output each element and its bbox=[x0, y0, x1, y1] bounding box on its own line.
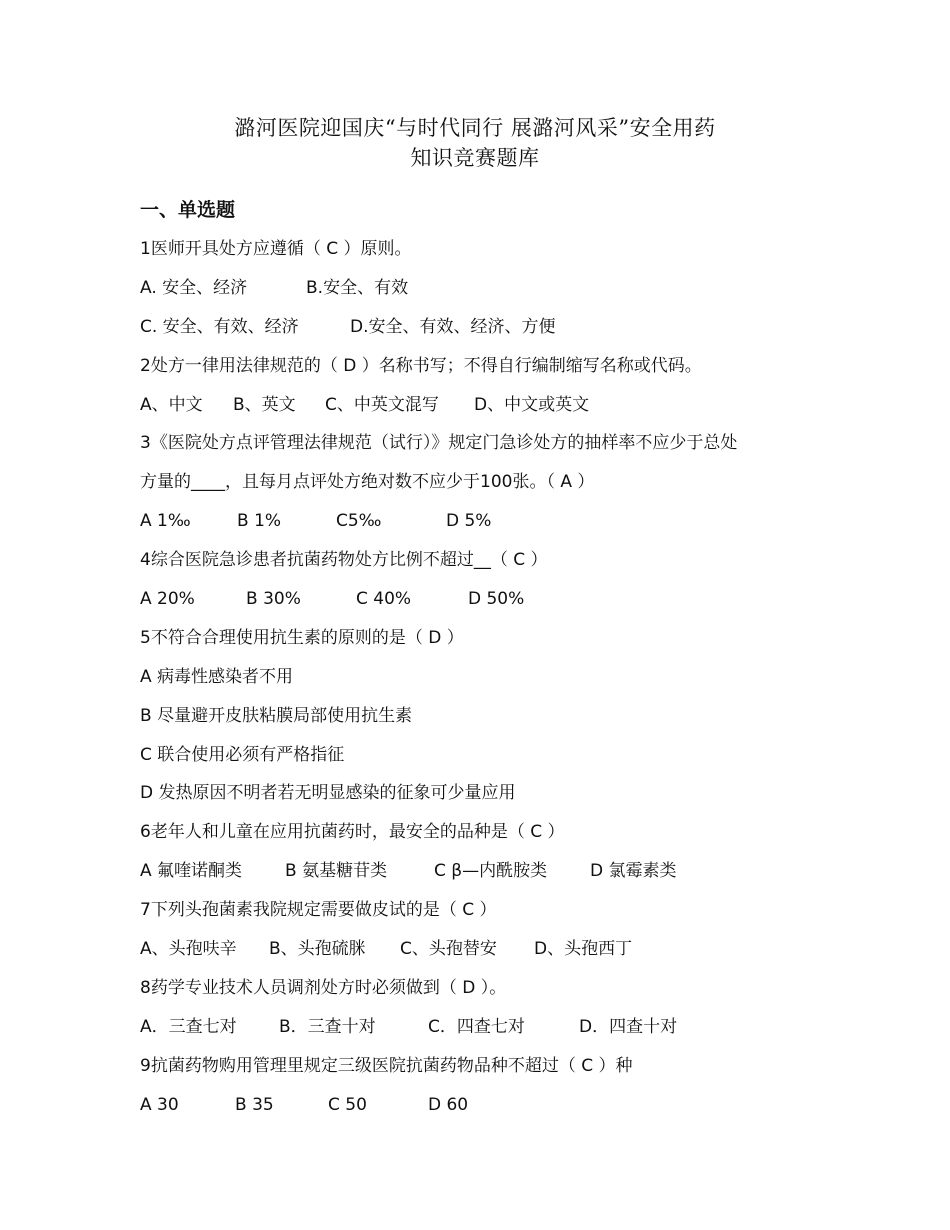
question-1-options-row-2 bbox=[140, 313, 840, 352]
question-6-text: 6老年人和儿童在应用抗菌药时，最安全的品种是（ C ） bbox=[140, 822, 565, 843]
question-7-option-a: A、头孢呋辛 bbox=[140, 939, 237, 960]
question-7-option-b: B、头孢硫脒 bbox=[269, 939, 366, 960]
question-4-option-a: A 20% bbox=[140, 589, 195, 610]
question-3-option-d: D 5% bbox=[446, 511, 492, 532]
question-1-option-b: B.安全、有效 bbox=[306, 277, 409, 298]
question-1-options-row-1 bbox=[140, 274, 840, 313]
question-8-options bbox=[140, 1013, 840, 1052]
question-8-option-b: B．三查十对 bbox=[279, 1016, 376, 1037]
question-7-option-c: C、头孢替安 bbox=[400, 939, 497, 960]
question-2-option-a: A、中文 bbox=[140, 394, 203, 415]
question-3-option-a: A 1‰ bbox=[140, 511, 191, 532]
question-6-option-a: A 氟喹诺酮类 bbox=[140, 861, 243, 882]
question-6-option-c: C β—内酰胺类 bbox=[434, 861, 548, 882]
question-2-text: 2处方一律用法律规范的（ D ）名称书写；不得自行编制缩写名称或代码。 bbox=[140, 355, 702, 376]
question-7-text: 7下列头孢菌素我院规定需要做皮试的是（ C ） bbox=[140, 900, 497, 921]
question-2-options bbox=[140, 391, 840, 430]
question-8-text: 8药学专业技术人员调剂处方时必须做到（ D ）。 bbox=[140, 977, 507, 998]
question-1-option-c: C. 安全、有效、经济 bbox=[140, 316, 299, 337]
question-3-text-line-2: 方量的____，且每月点评处方绝对数不应少于100张。（ A ） bbox=[140, 472, 595, 493]
question-6-option-d: D 氯霉素类 bbox=[590, 861, 677, 882]
question-9-text: 9抗菌药物购用管理里规定三级医院抗菌药物品种不超过（ C ）种 bbox=[140, 1055, 633, 1076]
question-9-option-c: C 50 bbox=[328, 1094, 367, 1115]
question-4-text: 4综合医院急诊患者抗菌药物处方比例不超过__（ C ） bbox=[140, 550, 548, 571]
question-3-text-line-1: 3《医院处方点评管理法律规范（试行）》规定门急诊处方的抽样率不应少于总处 bbox=[140, 433, 738, 454]
question-list bbox=[140, 235, 840, 1129]
question-8-option-d: D．四查十对 bbox=[579, 1016, 678, 1037]
question-9-options bbox=[140, 1091, 840, 1130]
question-9-option-b: B 35 bbox=[235, 1094, 274, 1115]
question-2-option-d: D、中文或英文 bbox=[474, 394, 590, 415]
question-4-option-c: C 40% bbox=[356, 589, 412, 610]
document-title-line-2: 知识竞赛题库 bbox=[410, 146, 540, 170]
question-4-option-b: B 30% bbox=[246, 589, 301, 610]
question-1-option-a: A. 安全、经济 bbox=[140, 277, 248, 298]
question-8-option-c: C．四查七对 bbox=[428, 1016, 525, 1037]
question-9-option-a: A 30 bbox=[140, 1094, 179, 1115]
question-3-options bbox=[140, 507, 840, 546]
question-9-option-d: D 60 bbox=[428, 1094, 469, 1115]
question-1-text: 1医师开具处方应遵循（ C ）原则。 bbox=[140, 239, 412, 259]
question-5-text: 5不符合合理使用抗生素的原则的是（ D ） bbox=[140, 627, 464, 648]
question-3-option-b: B 1% bbox=[237, 511, 282, 532]
question-2-option-b: B、英文 bbox=[233, 394, 296, 415]
question-2-option-c: C、中英文混写 bbox=[325, 394, 439, 415]
question-6-options bbox=[140, 857, 840, 896]
question-5-option-d: D 发热原因不明者若无明显感染的征象可少量应用 bbox=[140, 783, 516, 804]
section-heading: 一、单选题 bbox=[140, 199, 236, 221]
question-5-option-a: A 病毒性感染者不用 bbox=[140, 666, 294, 687]
question-4-options bbox=[140, 585, 840, 624]
question-5-option-b: B 尽量避开皮肤粘膜局部使用抗生素 bbox=[140, 705, 413, 726]
document-title-line-1: 潞河医院迎国庆“与时代同行 展潞河风采”安全用药 bbox=[234, 116, 716, 140]
question-1-option-d: D.安全、有效、经济、方便 bbox=[350, 316, 556, 337]
question-7-option-d: D、头孢西丁 bbox=[534, 939, 633, 960]
question-8-option-a: A．三查七对 bbox=[140, 1016, 237, 1037]
question-7-options bbox=[140, 935, 840, 974]
question-3-option-c: C5‰ bbox=[336, 511, 382, 532]
question-4-option-d: D 50% bbox=[468, 589, 525, 610]
question-6-option-b: B 氨基糖苷类 bbox=[285, 861, 388, 882]
question-5-option-c: C 联合使用必须有严格指征 bbox=[140, 744, 345, 765]
